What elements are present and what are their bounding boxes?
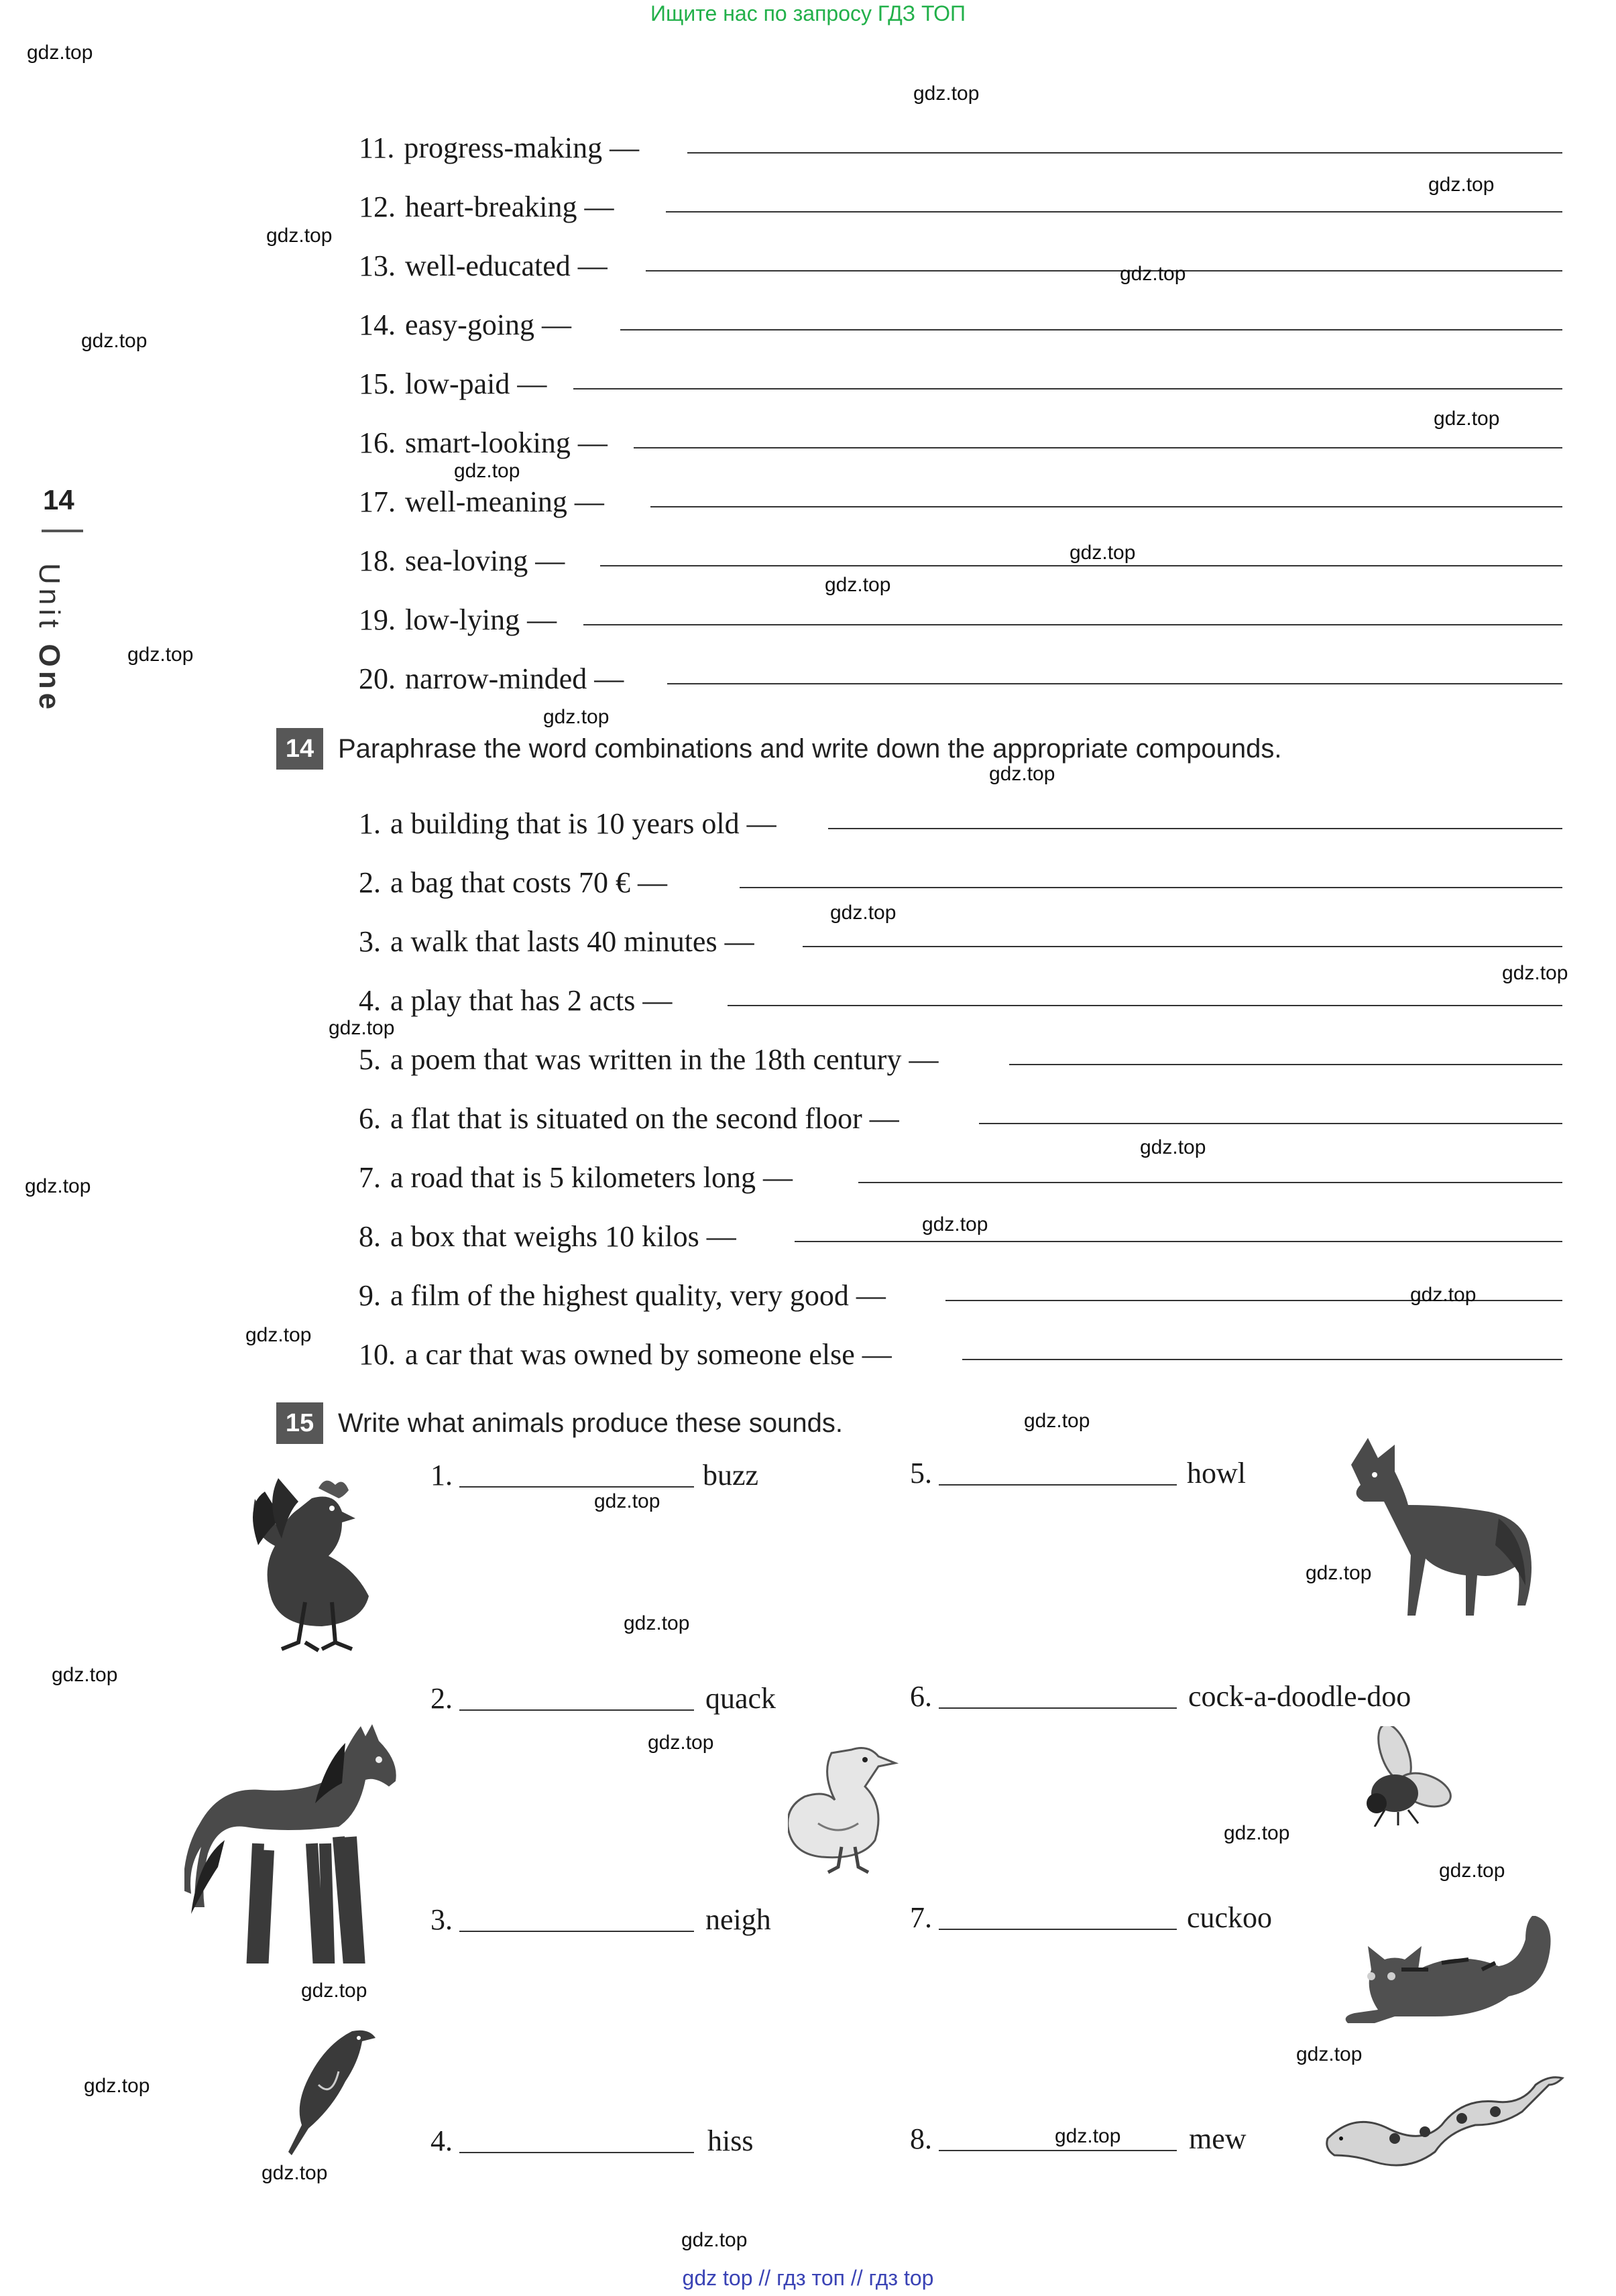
sound-number: 6. — [910, 1680, 932, 1713]
watermark: gdz.top — [454, 460, 520, 482]
top-banner[interactable]: Ищите нас по запросу ГДЗ ТОП — [650, 1, 966, 25]
watermark: gdz.top — [1502, 962, 1568, 984]
sound-label: quack — [705, 1682, 776, 1715]
watermark: gdz.top — [245, 1324, 312, 1346]
watermark: gdz.top — [922, 1213, 988, 1235]
list-item: 12. heart-breaking — — [359, 190, 614, 223]
answer-line[interactable] — [459, 1709, 694, 1711]
list-item: 2. a bag that costs 70 € — — [359, 866, 668, 899]
list-item: 7. a road that is 5 kilometers long — — [359, 1161, 793, 1194]
answer-line[interactable] — [646, 270, 1562, 271]
answer-line[interactable] — [979, 1123, 1562, 1124]
list-item: 20. narrow-minded — — [359, 662, 624, 695]
answer-line[interactable] — [939, 2150, 1177, 2151]
wolf-illustration — [1338, 1438, 1532, 1616]
watermark: gdz.top — [1140, 1136, 1206, 1158]
sound-number: 8. — [910, 2122, 932, 2155]
watermark: gdz.top — [1439, 1860, 1505, 1882]
list-item: 1. a building that is 10 years old — — [359, 807, 776, 840]
watermark: gdz.top — [81, 330, 148, 352]
watermark: gdz.top — [624, 1612, 690, 1634]
exercise-title: Paraphrase the word combinations and write down the appropriate compounds. — [338, 733, 1282, 764]
watermark: gdz.top — [1024, 1410, 1090, 1432]
answer-line[interactable] — [687, 152, 1562, 154]
watermark: gdz.top — [27, 42, 93, 64]
watermark: gdz.top — [1410, 1284, 1477, 1306]
unit-name: One — [33, 644, 66, 714]
sound-label: buzz — [703, 1459, 759, 1492]
answer-line[interactable] — [634, 447, 1562, 448]
answer-line[interactable] — [939, 1707, 1177, 1709]
side-divider — [42, 530, 83, 532]
watermark: gdz.top — [52, 1664, 118, 1686]
sound-label: neigh — [705, 1903, 771, 1936]
list-item: 6. a flat that is situated on the second floor — — [359, 1102, 899, 1135]
list-item: 16. smart-looking — — [359, 426, 608, 459]
watermark: gdz.top — [1070, 542, 1136, 564]
answer-line[interactable] — [728, 1005, 1562, 1006]
answer-line[interactable] — [583, 624, 1562, 625]
watermark: gdz.top — [1428, 174, 1495, 196]
watermark: gdz.top — [1224, 1822, 1290, 1844]
answer-line[interactable] — [740, 887, 1562, 888]
list-item: 8. a box that weighs 10 kilos — — [359, 1220, 736, 1253]
answer-line[interactable] — [828, 828, 1562, 829]
sound-number: 7. — [910, 1901, 932, 1934]
watermark: gdz.top — [543, 706, 610, 728]
watermark: gdz.top — [84, 2075, 150, 2097]
list-item: 3. a walk that lasts 40 minutes — — [359, 925, 754, 958]
fly-illustration — [1358, 1726, 1452, 1827]
list-item: 14. easy-going — — [359, 308, 572, 341]
watermark: gdz.top — [1120, 263, 1186, 285]
exercise-15-header — [276, 1402, 843, 1444]
list-item: 15. low-paid — — [359, 367, 547, 400]
exercise-number-badge: 15 — [276, 1402, 323, 1444]
list-item: 19. low-lying — — [359, 603, 557, 636]
exercise-title: Write what animals produce these sounds. — [338, 1408, 843, 1438]
list-item: 11. progress-making — — [359, 131, 640, 164]
answer-line[interactable] — [600, 565, 1562, 566]
sound-number: 4. — [430, 2124, 453, 2157]
answer-line[interactable] — [459, 1486, 694, 1488]
answer-line[interactable] — [858, 1182, 1562, 1183]
snake-illustration — [1314, 2071, 1569, 2169]
answer-line[interactable] — [459, 2152, 694, 2153]
answer-line[interactable] — [1009, 1064, 1562, 1065]
list-item: 10. a car that was owned by someone else — — [359, 1338, 892, 1371]
watermark: gdz.top — [830, 902, 897, 924]
answer-line[interactable] — [667, 683, 1562, 684]
unit-word: Unit — [33, 563, 66, 632]
list-item: 13. well-educated — — [359, 249, 608, 282]
watermark: gdz.top — [989, 763, 1055, 785]
watermark: gdz.top — [594, 1490, 660, 1512]
watermark: gdz.top — [681, 2229, 748, 2251]
cuckoo-bird-illustration — [278, 2025, 379, 2159]
answer-line[interactable] — [803, 946, 1562, 947]
answer-line[interactable] — [650, 506, 1562, 507]
sound-label: mew — [1189, 2122, 1247, 2155]
watermark: gdz.top — [262, 2162, 328, 2184]
watermark: gdz.top — [1306, 1562, 1372, 1584]
sound-label: cock-a-doodle-doo — [1188, 1680, 1411, 1713]
list-item: 4. a play that has 2 acts — — [359, 984, 673, 1017]
exercise-number-badge: 14 — [276, 728, 323, 770]
answer-line[interactable] — [459, 1931, 694, 1932]
answer-line[interactable] — [620, 329, 1562, 330]
watermark: gdz.top — [25, 1175, 91, 1197]
watermark: gdz.top — [648, 1732, 714, 1754]
cat-illustration — [1334, 1909, 1556, 2043]
answer-line[interactable] — [939, 1484, 1177, 1486]
rooster-illustration — [238, 1471, 399, 1663]
watermark: gdz.top — [1296, 2043, 1363, 2065]
duck-illustration — [788, 1743, 899, 1877]
answer-line[interactable] — [666, 211, 1562, 213]
page-number: 14 — [43, 484, 74, 516]
watermark: gdz.top — [913, 82, 980, 105]
answer-line[interactable] — [962, 1359, 1562, 1360]
sound-number: 1. — [430, 1459, 453, 1492]
list-item: 18. sea-loving — — [359, 544, 565, 577]
sound-number: 3. — [430, 1903, 453, 1936]
watermark: gdz.top — [825, 574, 891, 596]
list-item: 17. well-meaning — — [359, 485, 604, 518]
exercise-14-header — [276, 728, 1282, 770]
watermark: gdz.top — [1434, 408, 1500, 430]
sound-label: hiss — [707, 2124, 754, 2157]
sound-number: 2. — [430, 1682, 453, 1715]
list-item: 9. a film of the highest quality, very good — — [359, 1279, 886, 1312]
unit-label — [32, 563, 66, 713]
watermark: gdz.top — [127, 644, 194, 666]
sound-number: 5. — [910, 1457, 932, 1490]
watermark: gdz.top — [266, 225, 333, 247]
sound-label: cuckoo — [1187, 1901, 1273, 1934]
watermark: gdz.top — [301, 1980, 367, 2002]
answer-line[interactable] — [795, 1241, 1562, 1242]
list-item: 5. a poem that was written in the 18th century — — [359, 1043, 939, 1076]
answer-line[interactable] — [573, 388, 1562, 389]
bottom-banner[interactable]: gdz top // гдз топ // гдз top — [682, 2266, 934, 2290]
horse-illustration — [184, 1723, 419, 1974]
watermark: gdz.top — [329, 1017, 395, 1039]
answer-line[interactable] — [939, 1929, 1177, 1930]
watermark: gdz.top — [1055, 2125, 1121, 2147]
sound-label: howl — [1187, 1457, 1246, 1490]
